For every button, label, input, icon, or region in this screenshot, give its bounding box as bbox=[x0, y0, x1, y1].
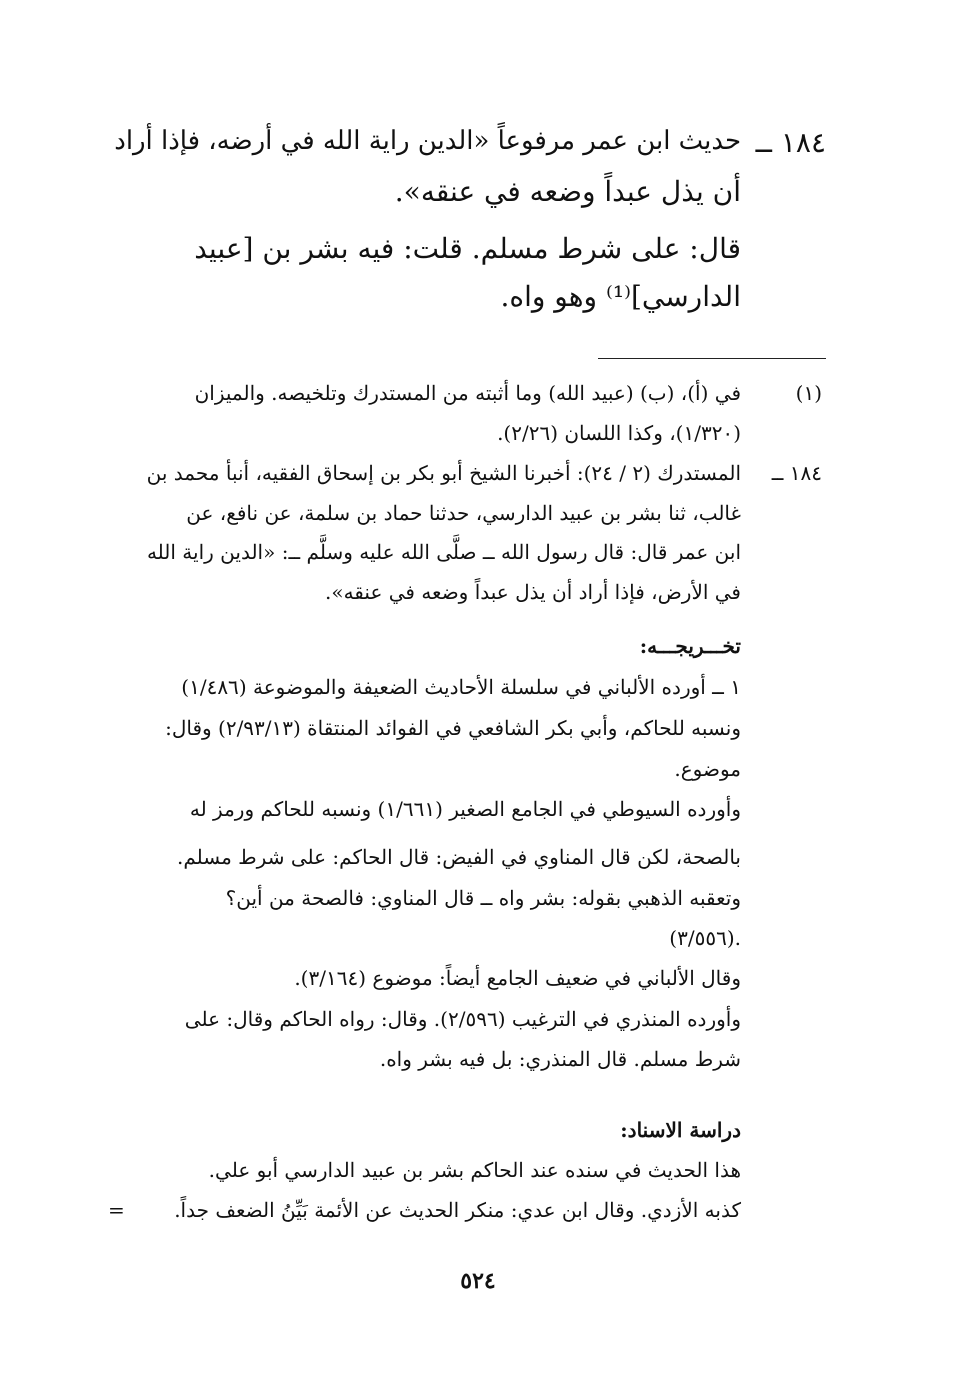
main-text-line-3: قال: على شرط مسلم. قلت: فيه بشر بن [عبيد bbox=[194, 232, 741, 265]
takhrij-line: وأورده السيوطي في الجامع الصغير (١/٦٦١) ونسبه للحاكم ورمز له bbox=[189, 797, 741, 821]
footnote-separator bbox=[598, 358, 826, 359]
page-number: ٥٢٤ bbox=[460, 1268, 496, 1294]
takhrij-line: وقال الألباني في ضعيف الجامع أيضاً: موضوع (٣/١٦٤). bbox=[294, 966, 741, 990]
source-line-2: غالب، ثنا بشر بن عبيد الدارسي، حدثنا حماد بن سلمة، عن نافع، عن bbox=[186, 501, 741, 525]
isnad-line-1: هذا الحديث في سنده عند الحاكم بشر بن عبيد الدارسي أبو علي. bbox=[208, 1158, 741, 1182]
isnad-line-2: كذبه الأزدي. وقال ابن عدي: منكر الحديث عن الأئمة بَيِّنُ الضعف جداً. bbox=[174, 1198, 741, 1222]
footnote-line-2: (١/٣٢٠)، وكذا اللسان (٢/٢٦). bbox=[497, 421, 741, 445]
footnote-number: (١) bbox=[795, 381, 822, 405]
isnad-heading: دراسة الاسناد: bbox=[620, 1118, 741, 1142]
takhrij-line: شرط مسلم. قال المنذري: بل فيه بشر واه. bbox=[379, 1047, 741, 1071]
main-text-line-1 bbox=[114, 126, 826, 156]
takhrij-line: وأورده المنذري في الترغيب (٢/٥٩٦). وقال: رواه الحاكم وقال: على bbox=[184, 1007, 741, 1031]
source-number: ١٨٤ ــ bbox=[771, 461, 822, 485]
takhrij-line: وتعقبه الذهبي بقوله: بشر واه ــ قال المناوي: فالصحة من أين؟ bbox=[225, 886, 741, 910]
entry-number: ١٨٤ ــ bbox=[755, 126, 826, 159]
footnote-line-1: في (أ)، (ب) (عبيد الله) وما أثبته من المستدرك وتلخيصه. والميزان bbox=[194, 381, 741, 405]
takhrij-heading: تخـــريجـــه: bbox=[639, 634, 741, 658]
source-line-3: ابن عمر قال: قال رسول الله ــ صلَّى الله عليه وسلَّم ــ: «الدين راية الله bbox=[146, 540, 741, 564]
takhrij-line: (٣/٥٥٦). bbox=[669, 926, 741, 950]
main-text-line-2: أن يذل عبداً وضعه في عنقه». bbox=[394, 175, 741, 208]
takhrij-line: بالصحة، لكن قال المناوي في الفيض: قال الحاكم: على شرط مسلم. bbox=[176, 845, 741, 869]
takhrij-line: ١ ــ أورده الألباني في سلسلة الأحاديث الضعيفة والموضوعة (١/٤٨٦) bbox=[181, 675, 741, 699]
main-text-line-1-content: حديث ابن عمر مرفوعاً «الدين راية الله في أرضه، فإذا أراد bbox=[114, 126, 741, 156]
continuation-mark: = bbox=[108, 1198, 125, 1222]
source-line-1: المستدرك (٢ / ٢٤): أخبرنا الشيخ أبو بكر بن إسحاق الفقيه، أنبأ محمد بن bbox=[146, 461, 741, 485]
takhrij-line: موضوع. bbox=[674, 757, 741, 781]
main-text-line-4: الدارسي]⁽¹⁾ وهو واه. bbox=[500, 280, 741, 313]
takhrij-line: ونسبه للحاكم، وأبي بكر الشافعي في الفوائد المنتقاة (٢/٩٣/١٣) وقال: bbox=[165, 716, 741, 740]
source-line-4: في الأرض، فإذا أراد أن يذل عبداً وضعه في عنقه». bbox=[324, 580, 741, 604]
